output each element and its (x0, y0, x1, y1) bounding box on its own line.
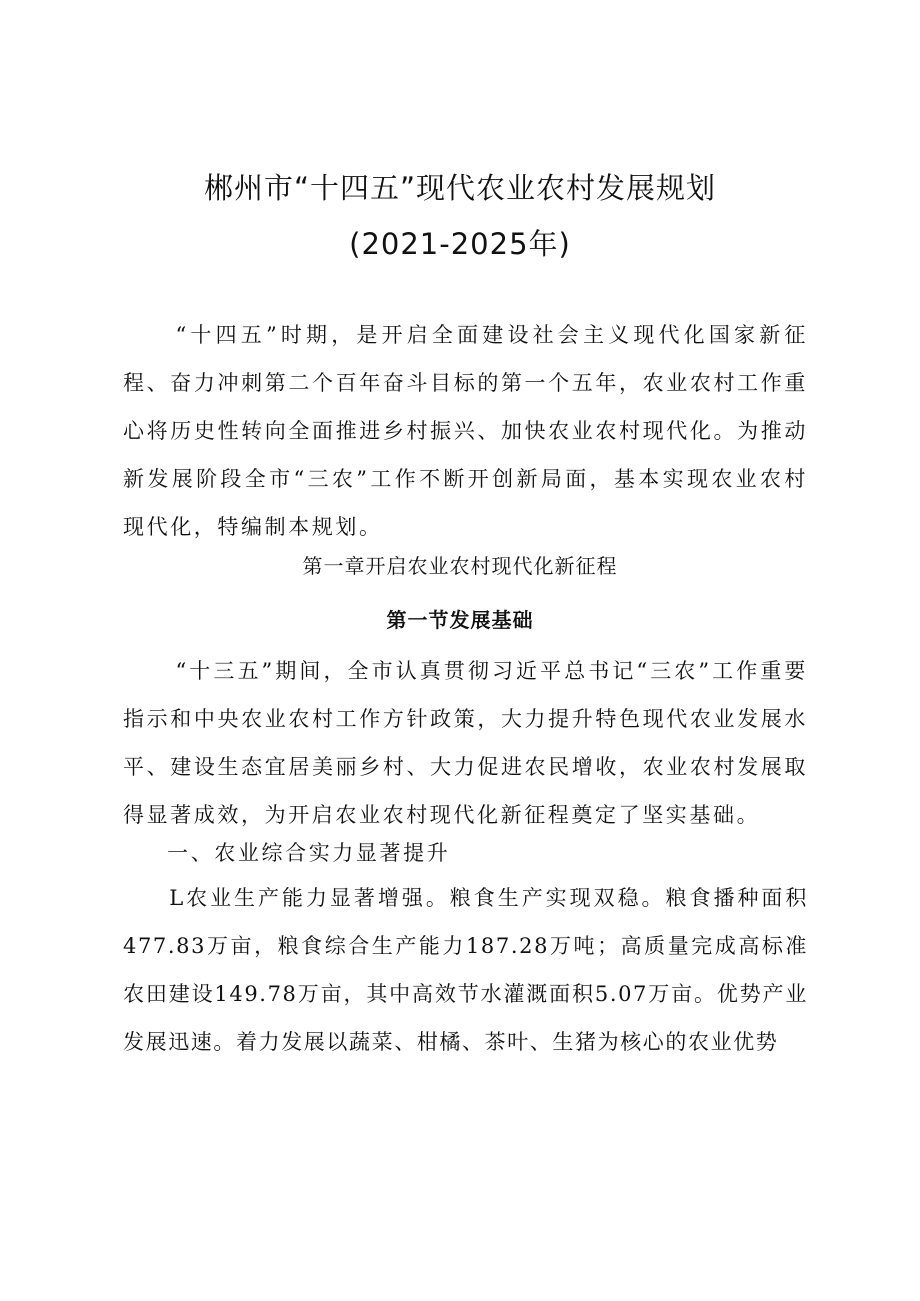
subsection-heading: 一、农业综合实力显著提升 (167, 841, 451, 865)
section-paragraph: “十三五”期间，全市认真贯彻习近平总书记“三农”工作重要指示和中央农业农村工作方针政策，大力提升特色现代农业发展水平、建设生态宜居美丽乡村、大力促进农民增收，农业农村发展取得显著成效，为开启农业农村现代化新征程奠定了坚实基础。 (123, 659, 808, 827)
intro-paragraph: “十四五”时期，是开启全面建设社会主义现代化国家新征程、奋力冲刺第二个百年奋斗目标的第一个五年，农业农村工作重心将历史性转向全面推进乡村振兴、加快农业农村现代化。为推动新发展阶段全市“三农”工作不断开创新局面，基本实现农业农村现代化，特编制本规划。 (123, 323, 808, 539)
chapter-heading: 第一章开启农业农村现代化新征程 (302, 554, 618, 578)
item-paragraph: L农业生产能力显著增强。粮食生产实现双稳。粮食播种面积477.83万亩，粮食综合生产能力187.28万吨；高质量完成高标准农田建设149.78万亩，其中高效节水灌溉面积5.07万亩。优势产业发展迅速。着力发展以蔬菜、柑橘、茶叶、生猪为核心的农业优势 (123, 886, 808, 1054)
section-heading: 第一节发展基础 (386, 608, 534, 632)
document-title: 郴州市“十四五”现代农业农村发展规划 (203, 171, 717, 205)
document-subtitle: (2021-2025年) (349, 227, 571, 261)
